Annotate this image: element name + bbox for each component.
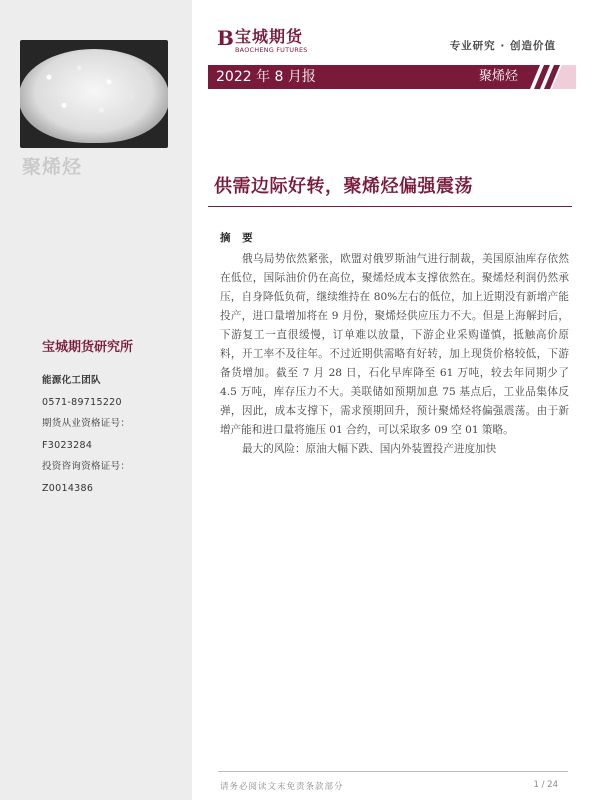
slogan: 专业研究 · 创造价值 <box>449 40 556 52</box>
risk-statement: 最大的风险：原油大幅下跌、国内外装置投产进度加快 <box>242 443 497 455</box>
analyst-info <box>42 374 182 503</box>
footer-divider <box>218 771 568 772</box>
logo-mark-icon: B <box>217 26 234 50</box>
summary-heading: 摘 要 <box>220 232 257 244</box>
report-banner <box>208 65 530 89</box>
team-name: 能源化工团队 <box>42 375 101 386</box>
logo-chinese-name: 宝城期货 <box>235 27 304 46</box>
company-logo <box>217 27 327 55</box>
phone-number: 0571-89715220 <box>42 396 122 408</box>
summary-body: 俄乌局势依然紧张，欧盟对俄罗斯油气进行制裁，美国原油库存依然在低位，国际油价仍在高位，聚烯烃成本支撑依然在。聚烯烃利润仍然承压，自身降低负荷，继续维持在 80%左右的低位，加上近期没有新增产能投产，进口量增加将在 9 月份，聚烯烃供应压力不大。但是上海解封后，下游复工一直很缓慢，订单难以放量，下游企业采购谨慎，抵触高价原料，开工率不及往年。不过近期供需略有好转，加上现货价格较低，下游备货增加。截至 7 月 28 日，石化早库降至 61 万吨，较去年同期少了 4.5 万吨，库存压力不大。美联储如预期加息 75 基点后，工业品集体反弹，因此，成本支撑下，需求预期回升，预计聚烯烃将偏强震荡。由于新增产能和进口量将施压 01 合约，可以采取多 09 空 01 策略。 <box>220 253 569 436</box>
report-product: 聚烯烃 <box>478 69 518 84</box>
title-divider <box>208 206 572 207</box>
logo-english-name: BAOCHENG FUTURES <box>235 46 308 54</box>
qualification-label: 期货从业资格证号： <box>42 418 131 429</box>
product-photo <box>20 40 168 148</box>
report-title: 供需边际好转，聚烯烃偏强震荡 <box>214 176 473 197</box>
footer-disclaimer: 请务必阅读文末免责条款部分 <box>220 782 344 792</box>
advisory-label: 投资咨询资格证号： <box>42 461 131 472</box>
advisory-number: Z0014386 <box>42 482 94 494</box>
banner-stripes-decoration <box>526 65 576 89</box>
sidebar <box>0 0 192 800</box>
page-number: 1 / 24 <box>533 780 558 790</box>
sidebar-product-name: 聚烯烃 <box>22 156 83 178</box>
qualification-number: F3023284 <box>42 439 93 451</box>
pellets-image <box>20 49 168 143</box>
report-date: 2022 年 8 月报 <box>216 69 316 85</box>
institute-name: 宝城期货研究所 <box>42 340 134 355</box>
